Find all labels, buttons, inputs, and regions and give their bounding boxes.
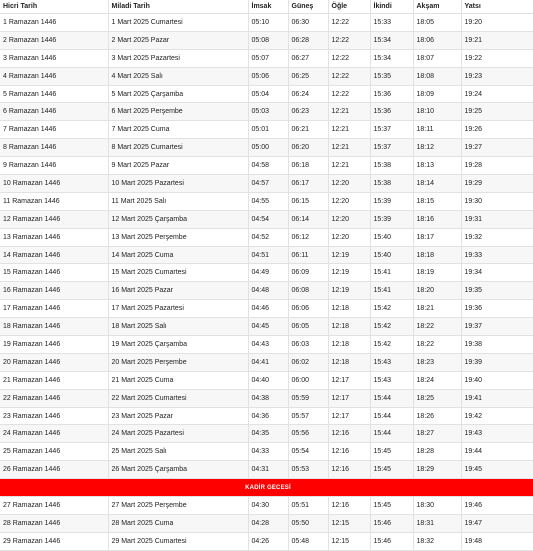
miladi-cell: 17 Mart 2025 Pazartesi: [108, 300, 248, 318]
hicri-cell: 4 Ramazan 1446: [0, 67, 108, 85]
hicri-cell: 13 Ramazan 1446: [0, 228, 108, 246]
header-imsak: İmsak: [248, 0, 288, 14]
table-row: [0, 67, 533, 85]
yatsi-cell: 19:21: [461, 31, 533, 49]
table-row: [0, 443, 533, 461]
ikindi-cell: 15:45: [370, 497, 413, 515]
ikindi-cell: 15:35: [370, 67, 413, 85]
ikindi-cell: 15:44: [370, 389, 413, 407]
imsak-cell: 04:26: [248, 532, 288, 550]
ikindi-cell: 15:43: [370, 371, 413, 389]
ogle-cell: 12:15: [328, 515, 370, 533]
aksam-cell: 18:09: [413, 85, 461, 103]
hicri-cell: 7 Ramazan 1446: [0, 121, 108, 139]
ikindi-cell: 15:40: [370, 228, 413, 246]
gunes-cell: 06:09: [288, 264, 328, 282]
ogle-cell: 12:19: [328, 264, 370, 282]
ogle-cell: 12:22: [328, 31, 370, 49]
aksam-cell: 18:30: [413, 497, 461, 515]
table-row: [0, 371, 533, 389]
yatsi-cell: 19:33: [461, 246, 533, 264]
aksam-cell: 18:11: [413, 121, 461, 139]
imsak-cell: 04:40: [248, 371, 288, 389]
aksam-cell: 18:18: [413, 246, 461, 264]
gunes-cell: 06:14: [288, 210, 328, 228]
yatsi-cell: 19:23: [461, 67, 533, 85]
yatsi-cell: 19:25: [461, 103, 533, 121]
ikindi-cell: 15:44: [370, 425, 413, 443]
table-row: [0, 300, 533, 318]
miladi-cell: 4 Mart 2025 Salı: [108, 67, 248, 85]
table-row: [0, 264, 533, 282]
aksam-cell: 18:22: [413, 318, 461, 336]
aksam-cell: 18:21: [413, 300, 461, 318]
gunes-cell: 05:59: [288, 389, 328, 407]
table-row: [0, 31, 533, 49]
gunes-cell: 06:06: [288, 300, 328, 318]
miladi-cell: 21 Mart 2025 Cuma: [108, 371, 248, 389]
miladi-cell: 24 Mart 2025 Pazartesi: [108, 425, 248, 443]
ogle-cell: 12:18: [328, 318, 370, 336]
hicri-cell: 11 Ramazan 1446: [0, 192, 108, 210]
hicri-cell: 6 Ramazan 1446: [0, 103, 108, 121]
miladi-cell: 19 Mart 2025 Çarşamba: [108, 336, 248, 354]
ogle-cell: 12:16: [328, 425, 370, 443]
miladi-cell: 20 Mart 2025 Perşembe: [108, 353, 248, 371]
ikindi-cell: 15:34: [370, 31, 413, 49]
header-miladi: Miladi Tarih: [108, 0, 248, 14]
yatsi-cell: 19:39: [461, 353, 533, 371]
yatsi-cell: 19:38: [461, 336, 533, 354]
hicri-cell: 29 Ramazan 1446: [0, 532, 108, 550]
gunes-cell: 05:51: [288, 497, 328, 515]
miladi-cell: 8 Mart 2025 Cumartesi: [108, 139, 248, 157]
table-row: [0, 425, 533, 443]
aksam-cell: 18:16: [413, 210, 461, 228]
ikindi-cell: 15:42: [370, 318, 413, 336]
table-row: [0, 14, 533, 32]
gunes-cell: 06:15: [288, 192, 328, 210]
yatsi-cell: 19:44: [461, 443, 533, 461]
miladi-cell: 5 Mart 2025 Çarşamba: [108, 85, 248, 103]
aksam-cell: 18:15: [413, 192, 461, 210]
ikindi-cell: 15:43: [370, 353, 413, 371]
imsak-cell: 04:41: [248, 353, 288, 371]
gunes-cell: 06:00: [288, 371, 328, 389]
yatsi-cell: 19:41: [461, 389, 533, 407]
ogle-cell: 12:18: [328, 300, 370, 318]
gunes-cell: 05:57: [288, 407, 328, 425]
header-aksam: Akşam: [413, 0, 461, 14]
hicri-cell: 5 Ramazan 1446: [0, 85, 108, 103]
gunes-cell: 06:05: [288, 318, 328, 336]
miladi-cell: 3 Mart 2025 Pazartesi: [108, 49, 248, 67]
ikindi-cell: 15:41: [370, 282, 413, 300]
table-row: [0, 353, 533, 371]
aksam-cell: 18:28: [413, 443, 461, 461]
table-row: [0, 336, 533, 354]
yatsi-cell: 19:32: [461, 228, 533, 246]
imsak-cell: 04:51: [248, 246, 288, 264]
hicri-cell: 24 Ramazan 1446: [0, 425, 108, 443]
ogle-cell: 12:18: [328, 336, 370, 354]
yatsi-cell: 19:45: [461, 461, 533, 479]
ogle-cell: 12:16: [328, 443, 370, 461]
table-row: [0, 121, 533, 139]
table-row: [0, 497, 533, 515]
miladi-cell: 13 Mart 2025 Perşembe: [108, 228, 248, 246]
table-header-row: [0, 0, 533, 14]
aksam-cell: 18:06: [413, 31, 461, 49]
hicri-cell: 18 Ramazan 1446: [0, 318, 108, 336]
miladi-cell: 28 Mart 2025 Cuma: [108, 515, 248, 533]
yatsi-cell: 19:42: [461, 407, 533, 425]
table-row: [0, 49, 533, 67]
ikindi-cell: 15:45: [370, 461, 413, 479]
hicri-cell: 15 Ramazan 1446: [0, 264, 108, 282]
ogle-cell: 12:20: [328, 228, 370, 246]
gunes-cell: 06:28: [288, 31, 328, 49]
hicri-cell: 28 Ramazan 1446: [0, 515, 108, 533]
table-row: [0, 139, 533, 157]
ikindi-cell: 15:38: [370, 157, 413, 175]
ogle-cell: 12:19: [328, 282, 370, 300]
gunes-cell: 06:08: [288, 282, 328, 300]
miladi-cell: 22 Mart 2025 Cumartesi: [108, 389, 248, 407]
yatsi-cell: 19:31: [461, 210, 533, 228]
table-row: [0, 318, 533, 336]
miladi-cell: 18 Mart 2025 Salı: [108, 318, 248, 336]
ogle-cell: 12:21: [328, 157, 370, 175]
table-row: [0, 157, 533, 175]
imsak-cell: 04:57: [248, 175, 288, 193]
yatsi-cell: 19:24: [461, 85, 533, 103]
imsak-cell: 04:28: [248, 515, 288, 533]
hicri-cell: 14 Ramazan 1446: [0, 246, 108, 264]
table-row: [0, 389, 533, 407]
ikindi-cell: 15:36: [370, 85, 413, 103]
imsak-cell: 04:55: [248, 192, 288, 210]
hicri-cell: 3 Ramazan 1446: [0, 49, 108, 67]
ikindi-cell: 15:33: [370, 14, 413, 32]
ikindi-cell: 15:42: [370, 300, 413, 318]
miladi-cell: 1 Mart 2025 Cumartesi: [108, 14, 248, 32]
hicri-cell: 19 Ramazan 1446: [0, 336, 108, 354]
ogle-cell: 12:21: [328, 139, 370, 157]
ogle-cell: 12:18: [328, 353, 370, 371]
table-row: [0, 228, 533, 246]
ogle-cell: 12:22: [328, 49, 370, 67]
imsak-cell: 04:45: [248, 318, 288, 336]
imsak-cell: 04:43: [248, 336, 288, 354]
miladi-cell: 2 Mart 2025 Pazar: [108, 31, 248, 49]
miladi-cell: 16 Mart 2025 Pazar: [108, 282, 248, 300]
yatsi-cell: 19:43: [461, 425, 533, 443]
yatsi-cell: 19:47: [461, 515, 533, 533]
hicri-cell: 9 Ramazan 1446: [0, 157, 108, 175]
gunes-cell: 05:48: [288, 532, 328, 550]
miladi-cell: 11 Mart 2025 Salı: [108, 192, 248, 210]
aksam-cell: 18:13: [413, 157, 461, 175]
ogle-cell: 12:17: [328, 371, 370, 389]
aksam-cell: 18:25: [413, 389, 461, 407]
table-body-before: [0, 14, 533, 479]
yatsi-cell: 19:46: [461, 497, 533, 515]
aksam-cell: 18:05: [413, 14, 461, 32]
table-row: [0, 103, 533, 121]
header-yatsi: Yatsı: [461, 0, 533, 14]
yatsi-cell: 19:30: [461, 192, 533, 210]
ogle-cell: 12:16: [328, 461, 370, 479]
gunes-cell: 06:24: [288, 85, 328, 103]
ikindi-cell: 15:46: [370, 532, 413, 550]
miladi-cell: 15 Mart 2025 Cumartesi: [108, 264, 248, 282]
hicri-cell: 26 Ramazan 1446: [0, 461, 108, 479]
table-row: [0, 175, 533, 193]
hicri-cell: 25 Ramazan 1446: [0, 443, 108, 461]
imsak-cell: 04:31: [248, 461, 288, 479]
ikindi-cell: 15:34: [370, 49, 413, 67]
imsak-cell: 05:08: [248, 31, 288, 49]
hicri-cell: 23 Ramazan 1446: [0, 407, 108, 425]
ikindi-cell: 15:38: [370, 175, 413, 193]
ikindi-cell: 15:37: [370, 121, 413, 139]
kadir-gecesi-banner: KADİR GECESİ: [0, 479, 533, 497]
table-row: [0, 246, 533, 264]
gunes-cell: 06:17: [288, 175, 328, 193]
hicri-cell: 12 Ramazan 1446: [0, 210, 108, 228]
imsak-cell: 04:35: [248, 425, 288, 443]
gunes-cell: 06:21: [288, 121, 328, 139]
ikindi-cell: 15:39: [370, 210, 413, 228]
header-hicri: Hicri Tarih: [0, 0, 108, 14]
imsak-cell: 04:36: [248, 407, 288, 425]
aksam-cell: 18:12: [413, 139, 461, 157]
imsak-cell: 04:52: [248, 228, 288, 246]
aksam-cell: 18:27: [413, 425, 461, 443]
ogle-cell: 12:22: [328, 85, 370, 103]
yatsi-cell: 19:22: [461, 49, 533, 67]
gunes-cell: 06:03: [288, 336, 328, 354]
imsak-cell: 05:01: [248, 121, 288, 139]
ikindi-cell: 15:40: [370, 246, 413, 264]
aksam-cell: 18:26: [413, 407, 461, 425]
gunes-cell: 06:11: [288, 246, 328, 264]
imsak-cell: 04:58: [248, 157, 288, 175]
yatsi-cell: 19:34: [461, 264, 533, 282]
ogle-cell: 12:22: [328, 67, 370, 85]
hicri-cell: 20 Ramazan 1446: [0, 353, 108, 371]
imsak-cell: 04:38: [248, 389, 288, 407]
hicri-cell: 16 Ramazan 1446: [0, 282, 108, 300]
gunes-cell: 06:25: [288, 67, 328, 85]
table-row: [0, 192, 533, 210]
header-gunes: Güneş: [288, 0, 328, 14]
aksam-cell: 18:17: [413, 228, 461, 246]
imsak-cell: 04:48: [248, 282, 288, 300]
imsak-cell: 05:04: [248, 85, 288, 103]
ogle-cell: 12:17: [328, 389, 370, 407]
aksam-cell: 18:32: [413, 532, 461, 550]
header-ogle: Öğle: [328, 0, 370, 14]
ogle-cell: 12:21: [328, 121, 370, 139]
miladi-cell: 7 Mart 2025 Cuma: [108, 121, 248, 139]
ogle-cell: 12:22: [328, 14, 370, 32]
miladi-cell: 9 Mart 2025 Pazar: [108, 157, 248, 175]
gunes-cell: 06:20: [288, 139, 328, 157]
ogle-cell: 12:15: [328, 532, 370, 550]
table-row: [0, 282, 533, 300]
aksam-cell: 18:24: [413, 371, 461, 389]
gunes-cell: 05:56: [288, 425, 328, 443]
gunes-cell: 06:23: [288, 103, 328, 121]
table-body-after: [0, 497, 533, 551]
ikindi-cell: 15:37: [370, 139, 413, 157]
imsak-cell: 04:30: [248, 497, 288, 515]
hicri-cell: 21 Ramazan 1446: [0, 371, 108, 389]
hicri-cell: 1 Ramazan 1446: [0, 14, 108, 32]
aksam-cell: 18:14: [413, 175, 461, 193]
yatsi-cell: 19:35: [461, 282, 533, 300]
imsak-cell: 05:07: [248, 49, 288, 67]
aksam-cell: 18:22: [413, 336, 461, 354]
ogle-cell: 12:17: [328, 407, 370, 425]
yatsi-cell: 19:27: [461, 139, 533, 157]
imsak-cell: 04:46: [248, 300, 288, 318]
miladi-cell: 27 Mart 2025 Perşembe: [108, 497, 248, 515]
imsak-cell: 05:03: [248, 103, 288, 121]
ogle-cell: 12:16: [328, 497, 370, 515]
table-row: [0, 532, 533, 550]
table-row: [0, 461, 533, 479]
gunes-cell: 06:30: [288, 14, 328, 32]
yatsi-cell: 19:40: [461, 371, 533, 389]
table-row: [0, 210, 533, 228]
miladi-cell: 23 Mart 2025 Pazar: [108, 407, 248, 425]
gunes-cell: 06:02: [288, 353, 328, 371]
miladi-cell: 6 Mart 2025 Perşembe: [108, 103, 248, 121]
yatsi-cell: 19:26: [461, 121, 533, 139]
yatsi-cell: 19:36: [461, 300, 533, 318]
yatsi-cell: 19:20: [461, 14, 533, 32]
kadir-gecesi-banner-row: [0, 479, 533, 497]
yatsi-cell: 19:29: [461, 175, 533, 193]
gunes-cell: 06:27: [288, 49, 328, 67]
aksam-cell: 18:10: [413, 103, 461, 121]
aksam-cell: 18:07: [413, 49, 461, 67]
aksam-cell: 18:31: [413, 515, 461, 533]
imsak-cell: 05:00: [248, 139, 288, 157]
gunes-cell: 05:53: [288, 461, 328, 479]
ogle-cell: 12:19: [328, 246, 370, 264]
yatsi-cell: 19:28: [461, 157, 533, 175]
miladi-cell: 12 Mart 2025 Çarşamba: [108, 210, 248, 228]
gunes-cell: 05:50: [288, 515, 328, 533]
gunes-cell: 06:18: [288, 157, 328, 175]
ikindi-cell: 15:41: [370, 264, 413, 282]
header-ikindi: İkindi: [370, 0, 413, 14]
hicri-cell: 10 Ramazan 1446: [0, 175, 108, 193]
table-row: [0, 515, 533, 533]
ogle-cell: 12:21: [328, 103, 370, 121]
hicri-cell: 2 Ramazan 1446: [0, 31, 108, 49]
hicri-cell: 22 Ramazan 1446: [0, 389, 108, 407]
aksam-cell: 18:19: [413, 264, 461, 282]
miladi-cell: 14 Mart 2025 Cuma: [108, 246, 248, 264]
aksam-cell: 18:08: [413, 67, 461, 85]
hicri-cell: 27 Ramazan 1446: [0, 497, 108, 515]
yatsi-cell: 19:37: [461, 318, 533, 336]
ikindi-cell: 15:42: [370, 336, 413, 354]
ikindi-cell: 15:36: [370, 103, 413, 121]
imsak-cell: 05:06: [248, 67, 288, 85]
imsak-cell: 05:10: [248, 14, 288, 32]
miladi-cell: 29 Mart 2025 Cumartesi: [108, 532, 248, 550]
table-row: [0, 85, 533, 103]
imsak-cell: 04:49: [248, 264, 288, 282]
miladi-cell: 10 Mart 2025 Pazartesi: [108, 175, 248, 193]
ikindi-cell: 15:44: [370, 407, 413, 425]
imsak-cell: 04:54: [248, 210, 288, 228]
aksam-cell: 18:20: [413, 282, 461, 300]
ikindi-cell: 15:39: [370, 192, 413, 210]
aksam-cell: 18:23: [413, 353, 461, 371]
miladi-cell: 26 Mart 2025 Çarşamba: [108, 461, 248, 479]
ikindi-cell: 15:46: [370, 515, 413, 533]
ogle-cell: 12:20: [328, 175, 370, 193]
aksam-cell: 18:29: [413, 461, 461, 479]
gunes-cell: 05:54: [288, 443, 328, 461]
hicri-cell: 17 Ramazan 1446: [0, 300, 108, 318]
banner-body: [0, 479, 533, 497]
ikindi-cell: 15:45: [370, 443, 413, 461]
hicri-cell: 8 Ramazan 1446: [0, 139, 108, 157]
ogle-cell: 12:20: [328, 210, 370, 228]
imsak-cell: 04:33: [248, 443, 288, 461]
table-row: [0, 407, 533, 425]
miladi-cell: 25 Mart 2025 Salı: [108, 443, 248, 461]
yatsi-cell: 19:48: [461, 532, 533, 550]
ogle-cell: 12:20: [328, 192, 370, 210]
gunes-cell: 06:12: [288, 228, 328, 246]
